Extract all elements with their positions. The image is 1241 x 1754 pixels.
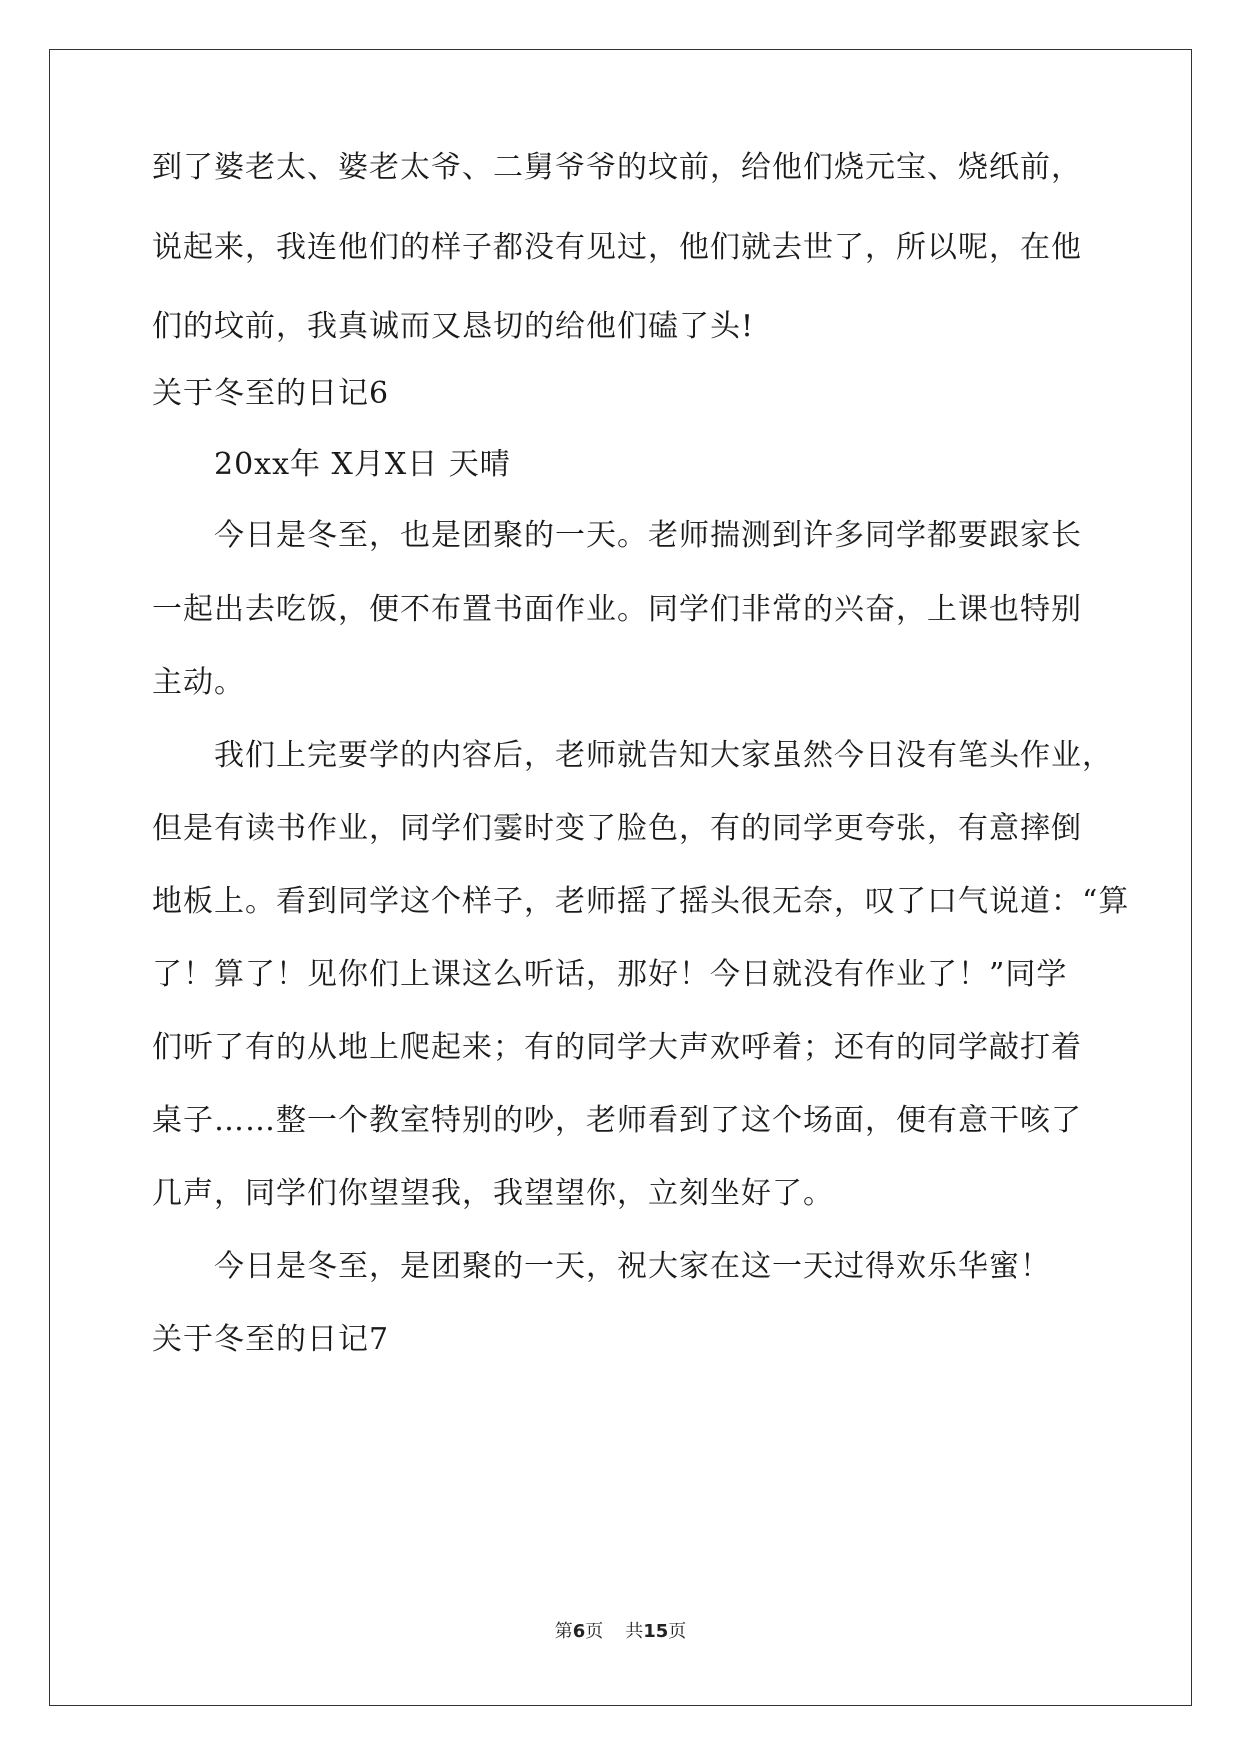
footer-page-unit: 页 — [585, 1621, 604, 1642]
diary-date-line: 20xx年 X月X日 天晴 — [214, 447, 511, 482]
paragraph-line: 了！算了！见你们上课这么听话，那好！今日就没有作业了！”同学 — [152, 957, 1068, 992]
page-border — [49, 49, 1192, 1706]
footer-current-page: 6 — [572, 1621, 586, 1642]
paragraph-line: 主动。 — [152, 665, 245, 700]
footer-total-prefix: 共 — [625, 1621, 644, 1642]
paragraph-line: 地板上。看到同学这个样子，老师摇了摇头很无奈，叹了口气说道：“算 — [152, 884, 1130, 919]
paragraph-line: 一起出去吃饭，便不布置书面作业。同学们非常的兴奋，上课也特别 — [152, 592, 1082, 627]
page-footer — [0, 1620, 1241, 1644]
paragraph-line: 们听了有的从地上爬起来；有的同学大声欢呼着；还有的同学敲打着 — [152, 1030, 1082, 1065]
paragraph-line: 但是有读书作业，同学们霎时变了脸色，有的同学更夸张，有意摔倒 — [152, 811, 1082, 846]
footer-total-pages: 15 — [643, 1621, 669, 1642]
paragraph-line: 说起来，我连他们的样子都没有见过，他们就去世了，所以呢，在他 — [152, 230, 1082, 265]
paragraph-line: 们的坟前，我真诚而又恳切的给他们磕了头! — [152, 309, 755, 344]
section-heading: 关于冬至的日记6 — [152, 376, 390, 411]
footer-page-prefix: 第 — [554, 1621, 573, 1642]
paragraph-line: 我们上完要学的内容后，老师就告知大家虽然今日没有笔头作业， — [214, 738, 1113, 773]
paragraph-line: 今日是冬至，也是团聚的一天。老师揣测到许多同学都要跟家长 — [214, 518, 1082, 553]
paragraph-line: 桌子……整一个教室特别的吵，老师看到了这个场面，便有意干咳了 — [152, 1103, 1082, 1138]
paragraph-line: 几声，同学们你望望我，我望望你，立刻坐好了。 — [152, 1176, 834, 1211]
paragraph-line: 今日是冬至，是团聚的一天，祝大家在这一天过得欢乐华蜜！ — [214, 1249, 1051, 1284]
footer-total-unit: 页 — [668, 1621, 687, 1642]
section-heading: 关于冬至的日记7 — [152, 1322, 390, 1357]
paragraph-line: 到了婆老太、婆老太爷、二舅爷爷的坟前，给他们烧元宝、烧纸前， — [152, 150, 1082, 185]
